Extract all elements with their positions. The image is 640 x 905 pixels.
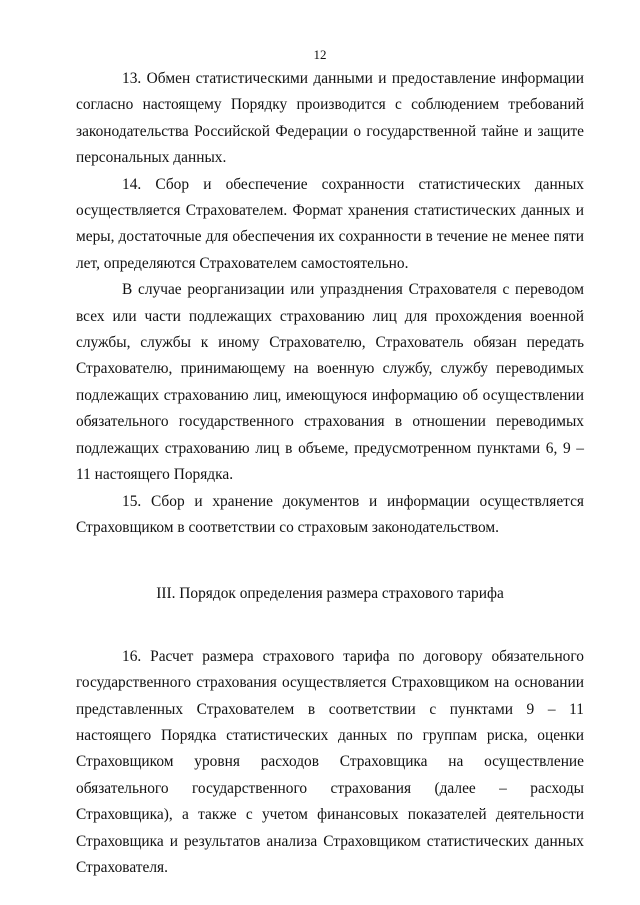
section-heading: III. Порядок определения размера страхового тарифа: [156, 585, 504, 603]
paragraph-15: 15. Сбор и хранение документов и информации осуществляется Страховщиком в соответствии со страховым законодательством.: [76, 492, 584, 536]
page-number: 12: [313, 47, 327, 62]
paragraph-16: 16. Расчет размера страхового тарифа по договору обязательного государственного страхования осуществляется Страховщиком на основании представленных Страхователем в соответствии с пунктами 9 – 11 настоящего Порядка статистических данных по группам риска, оценки Страховщиком уровня расходов Страховщика на осуществление обязательного государственного страхования (далее – расходы Страховщика), а также с учетом финансовых показателей деятельности Страховщика и результатов анализа Страховщиком статистических данных Страхователя.: [76, 647, 584, 876]
paragraph-14: 14. Сбор и обеспечение сохранности статистических данных осуществляется Страхователем. Формат хранения статистических данных и меры, достаточные для обеспечения их сохранности в течение не менее пяти лет, определяются Страхователем самостоятельно.: [76, 175, 584, 272]
paragraph-13: 13. Обмен статистическими данными и предоставление информации согласно настоящему Порядку производится с соблюдением требований законодательства Российской Федерации о государственной тайне и защите персональных данных.: [76, 70, 584, 167]
document-body: [76, 66, 584, 881]
paragraph-14-continuation: В случае реорганизации или упразднения Страхователя с переводом всех или части подлежащих страхованию лиц для прохождения военной службы, службы к иному Страхователю, Страхователь обязан передать Страхователю, принимающему на военную службу, службу переводимых подлежащих страхованию лиц, имеющуюся информацию об осуществлении обязательного государственного страхования в отношении переводимых подлежащих страхованию лиц в объеме, предусмотренном пунктами 6, 9 – 11 настоящего Порядка.: [76, 281, 584, 484]
